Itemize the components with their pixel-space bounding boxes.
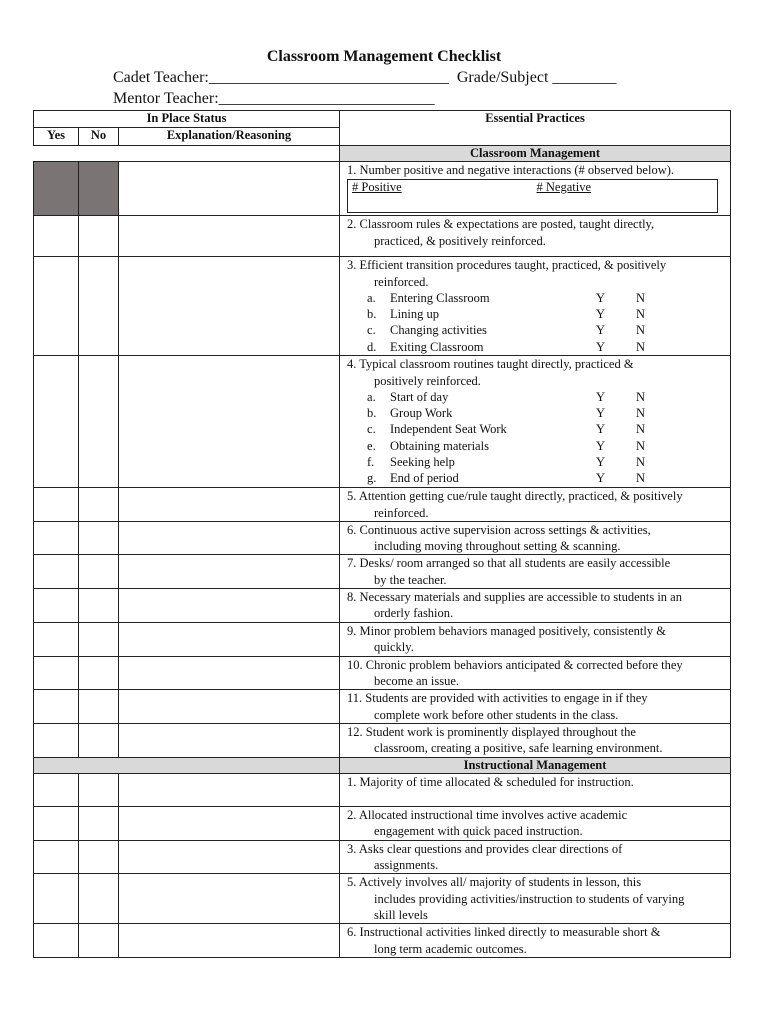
explanation-cell[interactable] bbox=[119, 806, 340, 840]
practice-text: 3. Efficient transition procedures taught, practiced, & positively bbox=[347, 258, 667, 273]
practice-cell bbox=[340, 690, 731, 724]
yes-checkbox-cell[interactable] bbox=[34, 806, 79, 840]
explanation-cell[interactable] bbox=[119, 162, 340, 216]
sub-text: Seeking help bbox=[390, 455, 455, 470]
practice-text-continued: quickly. bbox=[374, 639, 414, 654]
practice-text-continued: reinforced. bbox=[374, 274, 429, 289]
no-checkbox-cell[interactable] bbox=[79, 257, 119, 356]
no-checkbox-cell[interactable] bbox=[79, 356, 119, 488]
practice-cell bbox=[340, 257, 731, 356]
yes-mark[interactable]: Y bbox=[596, 455, 606, 470]
no-mark[interactable]: N bbox=[636, 290, 646, 305]
essential-practices-header: Essential Practices bbox=[340, 111, 731, 146]
sub-text: End of period bbox=[390, 471, 459, 486]
practice-text-continued: assignments. bbox=[374, 858, 439, 873]
checklist-row bbox=[34, 257, 731, 356]
practice-cell bbox=[340, 488, 731, 522]
no-checkbox-cell[interactable] bbox=[79, 723, 119, 757]
practice-text-continued: engagement with quick paced instruction. bbox=[374, 824, 583, 839]
section-instructional-management: Instructional Management bbox=[340, 757, 731, 773]
no-checkbox-cell[interactable] bbox=[79, 555, 119, 589]
yes-mark[interactable]: Y bbox=[596, 307, 606, 322]
practice-text: 2. Classroom rules & expectations are posted, taught directly, bbox=[347, 217, 655, 232]
sub-item bbox=[347, 290, 730, 306]
checklist-row bbox=[34, 216, 731, 257]
practice-text: 1. Majority of time allocated & scheduled for instruction. bbox=[347, 774, 634, 789]
explanation-cell[interactable] bbox=[119, 589, 340, 623]
no-checkbox-cell[interactable] bbox=[79, 924, 119, 958]
no-mark[interactable]: N bbox=[636, 389, 646, 404]
yes-checkbox-cell[interactable] bbox=[34, 840, 79, 874]
sub-text: Independent Seat Work bbox=[390, 422, 507, 437]
sub-text: Lining up bbox=[390, 307, 439, 322]
sub-letter: c. bbox=[367, 422, 376, 437]
practice-text-continued: classroom, creating a positive, safe learning environment. bbox=[374, 741, 663, 756]
sub-item bbox=[347, 339, 730, 355]
sub-text: Start of day bbox=[390, 389, 449, 404]
no-checkbox-cell[interactable] bbox=[79, 806, 119, 840]
yes-checkbox-cell[interactable] bbox=[34, 924, 79, 958]
practice-cell bbox=[340, 555, 731, 589]
checklist-row bbox=[34, 924, 731, 958]
yes-mark[interactable]: Y bbox=[596, 422, 606, 437]
checklist-row bbox=[34, 874, 731, 924]
checklist-row bbox=[34, 773, 731, 806]
yes-mark[interactable]: Y bbox=[596, 339, 606, 354]
explanation-cell[interactable] bbox=[119, 257, 340, 356]
practice-cell bbox=[340, 162, 731, 216]
explanation-cell[interactable] bbox=[119, 874, 340, 924]
practice-cell bbox=[340, 924, 731, 958]
checklist-row bbox=[34, 521, 731, 555]
sub-letter: f. bbox=[367, 455, 375, 470]
practice-text-continued: by the teacher. bbox=[374, 572, 447, 587]
practice-text-continued: orderly fashion. bbox=[374, 606, 454, 621]
practice-cell bbox=[340, 773, 731, 806]
sub-text: Exiting Classroom bbox=[390, 339, 484, 354]
explanation-cell[interactable] bbox=[119, 840, 340, 874]
sub-item bbox=[347, 306, 730, 322]
sub-item bbox=[347, 389, 730, 405]
practice-text-continued: reinforced. bbox=[374, 505, 429, 520]
no-mark[interactable]: N bbox=[636, 406, 646, 421]
explanation-cell[interactable] bbox=[119, 622, 340, 656]
practice-text: 9. Minor problem behaviors managed positively, consistently & bbox=[347, 623, 666, 638]
sub-letter: b. bbox=[367, 307, 377, 322]
practice-text-continued: including moving throughout setting & scanning. bbox=[374, 539, 621, 554]
no-checkbox-cell[interactable] bbox=[79, 589, 119, 623]
positive-tally-label: # Positive bbox=[352, 180, 402, 195]
yes-mark[interactable]: Y bbox=[596, 406, 606, 421]
explanation-cell[interactable] bbox=[119, 356, 340, 488]
yes-mark[interactable]: Y bbox=[596, 438, 606, 453]
practice-text-continued: complete work before other students in the class. bbox=[374, 707, 619, 722]
no-checkbox-cell[interactable] bbox=[79, 521, 119, 555]
practice-text-continued: long term academic outcomes. bbox=[374, 941, 527, 956]
no-checkbox-cell[interactable] bbox=[79, 162, 119, 216]
practice-cell bbox=[340, 216, 731, 257]
no-mark[interactable]: N bbox=[636, 307, 646, 322]
blank-cell bbox=[34, 146, 340, 162]
practice-text: 4. Typical classroom routines taught directly, practiced & bbox=[347, 357, 634, 372]
sub-item bbox=[347, 421, 730, 437]
practice-text: 3. Asks clear questions and provides clear directions of bbox=[347, 841, 623, 856]
practice-text: 5. Attention getting cue/rule taught directly, practiced, & positively bbox=[347, 489, 683, 504]
explanation-cell[interactable] bbox=[119, 555, 340, 589]
sub-letter: a. bbox=[367, 290, 376, 305]
no-checkbox-cell[interactable] bbox=[79, 874, 119, 924]
practice-text: 1. Number positive and negative interactions (# observed below). bbox=[347, 163, 675, 177]
yes-mark[interactable]: Y bbox=[596, 323, 606, 338]
explanation-cell[interactable] bbox=[119, 690, 340, 724]
yes-checkbox-cell[interactable] bbox=[34, 216, 79, 257]
no-checkbox-cell[interactable] bbox=[79, 773, 119, 806]
checklist-table bbox=[33, 110, 731, 958]
no-checkbox-cell[interactable] bbox=[79, 690, 119, 724]
sub-letter: d. bbox=[367, 339, 377, 354]
checklist-row bbox=[34, 488, 731, 522]
no-checkbox-cell[interactable] bbox=[79, 622, 119, 656]
no-mark[interactable]: N bbox=[636, 339, 646, 354]
checklist-row bbox=[34, 840, 731, 874]
practice-cell bbox=[340, 806, 731, 840]
sub-letter: g. bbox=[367, 471, 377, 486]
sub-text: Changing activities bbox=[390, 323, 487, 338]
checklist-row bbox=[34, 806, 731, 840]
yes-checkbox-cell[interactable] bbox=[34, 622, 79, 656]
practice-text: 6. Continuous active supervision across settings & activities, bbox=[347, 522, 651, 537]
section-classroom-management: Classroom Management bbox=[340, 146, 731, 162]
practice-cell bbox=[340, 656, 731, 690]
explanation-cell[interactable] bbox=[119, 924, 340, 958]
sub-letter: b. bbox=[367, 406, 377, 421]
practice-text: 8. Necessary materials and supplies are accessible to students in an bbox=[347, 590, 682, 605]
sub-letter: a. bbox=[367, 389, 376, 404]
sub-item bbox=[347, 405, 730, 421]
practice-text: 2. Allocated instructional time involves active academic bbox=[347, 807, 628, 822]
practice-text: 7. Desks/ room arranged so that all students are easily accessible bbox=[347, 556, 671, 571]
sub-text: Group Work bbox=[390, 406, 453, 421]
yes-checkbox-cell[interactable] bbox=[34, 589, 79, 623]
yes-checkbox-cell[interactable] bbox=[34, 874, 79, 924]
practice-cell bbox=[340, 874, 731, 924]
yes-checkbox-cell[interactable] bbox=[34, 690, 79, 724]
sub-letter: c. bbox=[367, 323, 376, 338]
checklist-row bbox=[34, 622, 731, 656]
no-column-header: No bbox=[79, 128, 119, 146]
page-title: Classroom Management Checklist bbox=[266, 48, 502, 65]
practice-cell bbox=[340, 356, 731, 488]
sub-item bbox=[347, 470, 730, 486]
sub-item bbox=[347, 322, 730, 338]
explanation-cell[interactable] bbox=[119, 723, 340, 757]
checklist-row bbox=[34, 723, 731, 757]
explanation-column-header: Explanation/Reasoning bbox=[119, 128, 340, 146]
explanation-cell[interactable] bbox=[119, 773, 340, 806]
explanation-cell[interactable] bbox=[119, 488, 340, 522]
practice-text-continued: includes providing activities/instruction to students of varying bbox=[374, 891, 685, 906]
no-mark[interactable]: N bbox=[636, 422, 646, 437]
yes-column-header: Yes bbox=[34, 128, 79, 146]
yes-checkbox-cell[interactable] bbox=[34, 257, 79, 356]
yes-checkbox-cell[interactable] bbox=[34, 356, 79, 488]
yes-checkbox-cell[interactable] bbox=[34, 521, 79, 555]
no-checkbox-cell[interactable] bbox=[79, 656, 119, 690]
no-checkbox-cell[interactable] bbox=[79, 840, 119, 874]
practice-text-continued: practiced, & positively reinforced. bbox=[374, 233, 546, 248]
practice-text: 5. Actively involves all/ majority of students in lesson, this bbox=[347, 875, 642, 890]
sub-letter: e. bbox=[367, 438, 376, 453]
checklist-row bbox=[34, 356, 731, 488]
no-checkbox-cell[interactable] bbox=[79, 488, 119, 522]
section-shade-cell bbox=[34, 757, 340, 773]
checklist-row bbox=[34, 555, 731, 589]
checklist-row bbox=[34, 162, 731, 216]
practice-text-continued: positively reinforced. bbox=[374, 373, 481, 388]
sub-item bbox=[347, 454, 730, 470]
checklist-row bbox=[34, 589, 731, 623]
section-row bbox=[34, 757, 731, 773]
explanation-cell[interactable] bbox=[119, 216, 340, 257]
practice-cell bbox=[340, 589, 731, 623]
yes-checkbox-cell[interactable] bbox=[34, 773, 79, 806]
practice-text: 10. Chronic problem behaviors anticipated & corrected before they bbox=[347, 657, 683, 672]
sub-text: Obtaining materials bbox=[390, 438, 489, 453]
yes-mark[interactable]: Y bbox=[596, 389, 606, 404]
practice-cell bbox=[340, 723, 731, 757]
yes-checkbox-cell[interactable] bbox=[34, 555, 79, 589]
yes-checkbox-cell[interactable] bbox=[34, 162, 79, 216]
practice-text: 11. Students are provided with activities to engage in if they bbox=[347, 691, 648, 706]
in-place-status-header: In Place Status bbox=[34, 111, 340, 128]
tally-box[interactable] bbox=[347, 179, 718, 213]
checklist-row bbox=[34, 690, 731, 724]
explanation-cell[interactable] bbox=[119, 656, 340, 690]
practice-cell bbox=[340, 840, 731, 874]
no-mark[interactable]: N bbox=[636, 455, 646, 470]
cadet-teacher-line[interactable]: Cadet Teacher:______________________________ Grade/Subject ________ bbox=[113, 69, 617, 86]
practice-text-continued: become an issue. bbox=[374, 673, 460, 688]
no-checkbox-cell[interactable] bbox=[79, 216, 119, 257]
mentor-teacher-line[interactable]: Mentor Teacher:___________________________ bbox=[113, 90, 435, 107]
checklist-row bbox=[34, 656, 731, 690]
no-mark[interactable]: N bbox=[636, 323, 646, 338]
practice-cell bbox=[340, 521, 731, 555]
no-mark[interactable]: N bbox=[636, 471, 646, 486]
yes-checkbox-cell[interactable] bbox=[34, 488, 79, 522]
practice-text: 12. Student work is prominently displayed throughout the bbox=[347, 724, 636, 739]
explanation-cell[interactable] bbox=[119, 521, 340, 555]
no-mark[interactable]: N bbox=[636, 438, 646, 453]
yes-mark[interactable]: Y bbox=[596, 471, 606, 486]
sub-text: Entering Classroom bbox=[390, 290, 490, 305]
yes-checkbox-cell[interactable] bbox=[34, 723, 79, 757]
sub-item bbox=[347, 438, 730, 454]
practice-cell bbox=[340, 622, 731, 656]
yes-checkbox-cell[interactable] bbox=[34, 656, 79, 690]
practice-text-continued: skill levels bbox=[374, 908, 428, 923]
yes-mark[interactable]: Y bbox=[596, 290, 606, 305]
practice-text: 6. Instructional activities linked directly to measurable short & bbox=[347, 925, 661, 940]
negative-tally-label: # Negative bbox=[536, 180, 592, 195]
